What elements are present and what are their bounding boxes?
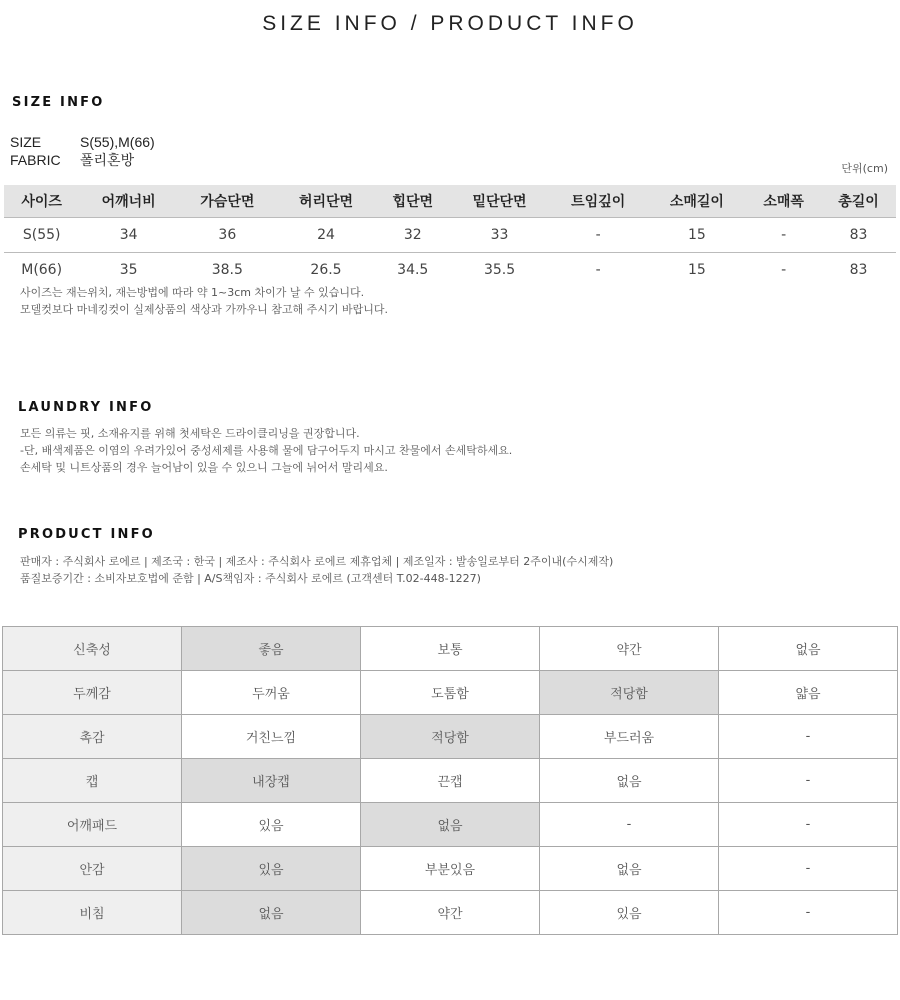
attribute-option: 있음 — [540, 891, 719, 935]
size-spec-row — [10, 134, 155, 150]
fabric-label: FABRIC — [10, 152, 61, 168]
attribute-option-selected: 적당함 — [361, 715, 540, 759]
attribute-option: 없음 — [719, 627, 898, 671]
laundry-notes — [20, 425, 512, 476]
fabric-spec-row — [10, 150, 134, 170]
table-cell: - — [781, 262, 787, 278]
note-line: 모델컷보다 마네킹컷이 실제상품의 색상과 가까우니 참고해 주시기 바랍니다. — [20, 303, 389, 316]
laundry-info-heading: LAUNDRY INFO — [18, 400, 154, 415]
attribute-label: 촉감 — [3, 715, 182, 759]
note-line: 모든 의류는 핏, 소재유지를 위해 첫세탁은 드라이클리닝을 권장합니다. — [20, 427, 360, 440]
attribute-option: 도톰함 — [361, 671, 540, 715]
table-cell: 83 — [849, 262, 868, 278]
attribute-option-selected: 없음 — [182, 891, 361, 935]
attribute-label: 비침 — [3, 891, 182, 935]
table-cell: S(55) — [4, 218, 79, 253]
col-header: 가슴단면 — [178, 185, 277, 218]
attribute-row-texture — [3, 715, 898, 759]
table-cell: - — [746, 218, 821, 253]
attribute-option: 약간 — [540, 627, 719, 671]
attribute-option: 없음 — [540, 847, 719, 891]
table-cell: - — [549, 218, 648, 253]
attribute-option: 보통 — [361, 627, 540, 671]
table-cell: 33 — [450, 218, 549, 253]
table-cell: 83 — [821, 218, 896, 253]
attribute-option-selected: 적당함 — [540, 671, 719, 715]
col-header: 어깨너비 — [79, 185, 178, 218]
attribute-option: 부드러움 — [540, 715, 719, 759]
table-cell: 32 — [375, 218, 450, 253]
attribute-option: 얇음 — [719, 671, 898, 715]
table-cell: 36 — [178, 218, 277, 253]
note-line: 품질보증기간 : 소비자보호법에 준함 | A/S책임자 : 주식회사 로에르 (고객센터 T.02-448-1227) — [20, 572, 481, 585]
note-line: 손세탁 및 니트상품의 경우 늘어남이 있을 수 있으니 그늘에 뉘어서 말리세요. — [20, 461, 388, 474]
table-cell: 35 — [119, 262, 138, 278]
col-header: 힙단면 — [375, 185, 450, 218]
note-line: 판매자 : 주식회사 로에르 | 제조국 : 한국 | 제조사 : 주식회사 로에르 제휴업체 | 제조일자 : 발송일로부터 2주이내(수시제작) — [20, 555, 614, 568]
attribute-option: 두꺼움 — [182, 671, 361, 715]
attribute-option: 부분있음 — [361, 847, 540, 891]
col-header: 밑단단면 — [450, 185, 549, 218]
table-cell: 34.5 — [397, 262, 429, 278]
attribute-option-selected: 내장캡 — [182, 759, 361, 803]
note-line: 사이즈는 재는위치, 재는방법에 따라 약 1~3cm 차이가 날 수 있습니다. — [20, 286, 365, 299]
size-table — [4, 185, 896, 287]
unit-label: 단위(cm) — [841, 162, 888, 175]
attribute-row-cup — [3, 759, 898, 803]
attribute-option: - — [540, 803, 719, 847]
table-row — [4, 218, 896, 253]
table-row — [4, 253, 896, 288]
table-cell: 26.5 — [310, 262, 342, 278]
table-cell: - — [595, 262, 601, 278]
col-header: 소매폭 — [746, 185, 821, 218]
table-cell: 34 — [79, 218, 178, 253]
col-header: 허리단면 — [277, 185, 376, 218]
col-header: 트임깊이 — [549, 185, 648, 218]
attribute-option: 끈캡 — [361, 759, 540, 803]
attribute-option: 거친느낌 — [182, 715, 361, 759]
attribute-option: - — [719, 715, 898, 759]
table-cell: 38.5 — [211, 262, 243, 278]
note-line: -단, 배색제품은 이염의 우려가있어 중성세제를 사용해 물에 담구어두지 마시고 찬물에서 손세탁하세요. — [20, 444, 513, 457]
attribute-option: 약간 — [361, 891, 540, 935]
attribute-option: 없음 — [540, 759, 719, 803]
attribute-option: 있음 — [182, 803, 361, 847]
attribute-row-shoulder-pad — [3, 803, 898, 847]
table-cell: 24 — [277, 218, 376, 253]
attribute-option: - — [719, 803, 898, 847]
size-notes — [20, 284, 388, 318]
product-info-heading: PRODUCT INFO — [18, 527, 155, 542]
attribute-label: 두께감 — [3, 671, 182, 715]
col-header: 총길이 — [821, 185, 896, 218]
attribute-row-lining — [3, 847, 898, 891]
table-cell: 15 — [648, 218, 747, 253]
attribute-option: - — [719, 759, 898, 803]
attribute-option: - — [719, 847, 898, 891]
product-notes — [20, 553, 613, 587]
page-title: SIZE INFO / PRODUCT INFO — [262, 12, 638, 35]
size-table-header — [4, 185, 896, 218]
col-header: 사이즈 — [4, 185, 79, 218]
col-header: 소매길이 — [648, 185, 747, 218]
attribute-option-selected: 없음 — [361, 803, 540, 847]
attribute-label: 어깨패드 — [3, 803, 182, 847]
attribute-label: 신축성 — [3, 627, 182, 671]
size-label: SIZE — [10, 134, 42, 150]
attribute-option-selected: 좋음 — [182, 627, 361, 671]
size-value: S(55),M(66) — [80, 134, 155, 150]
attribute-row-stretch — [3, 627, 898, 671]
size-info-heading: SIZE INFO — [12, 95, 105, 110]
attribute-label: 캡 — [3, 759, 182, 803]
attribute-row-sheerness — [3, 891, 898, 935]
attribute-table — [2, 626, 898, 935]
attribute-option: - — [719, 891, 898, 935]
fabric-value: 폴리혼방 — [80, 152, 135, 168]
attribute-label: 안감 — [3, 847, 182, 891]
table-cell: 35.5 — [483, 262, 516, 278]
attribute-row-thickness — [3, 671, 898, 715]
attribute-option-selected: 있음 — [182, 847, 361, 891]
table-cell: M(66) — [21, 262, 63, 278]
table-cell: 15 — [687, 262, 706, 278]
